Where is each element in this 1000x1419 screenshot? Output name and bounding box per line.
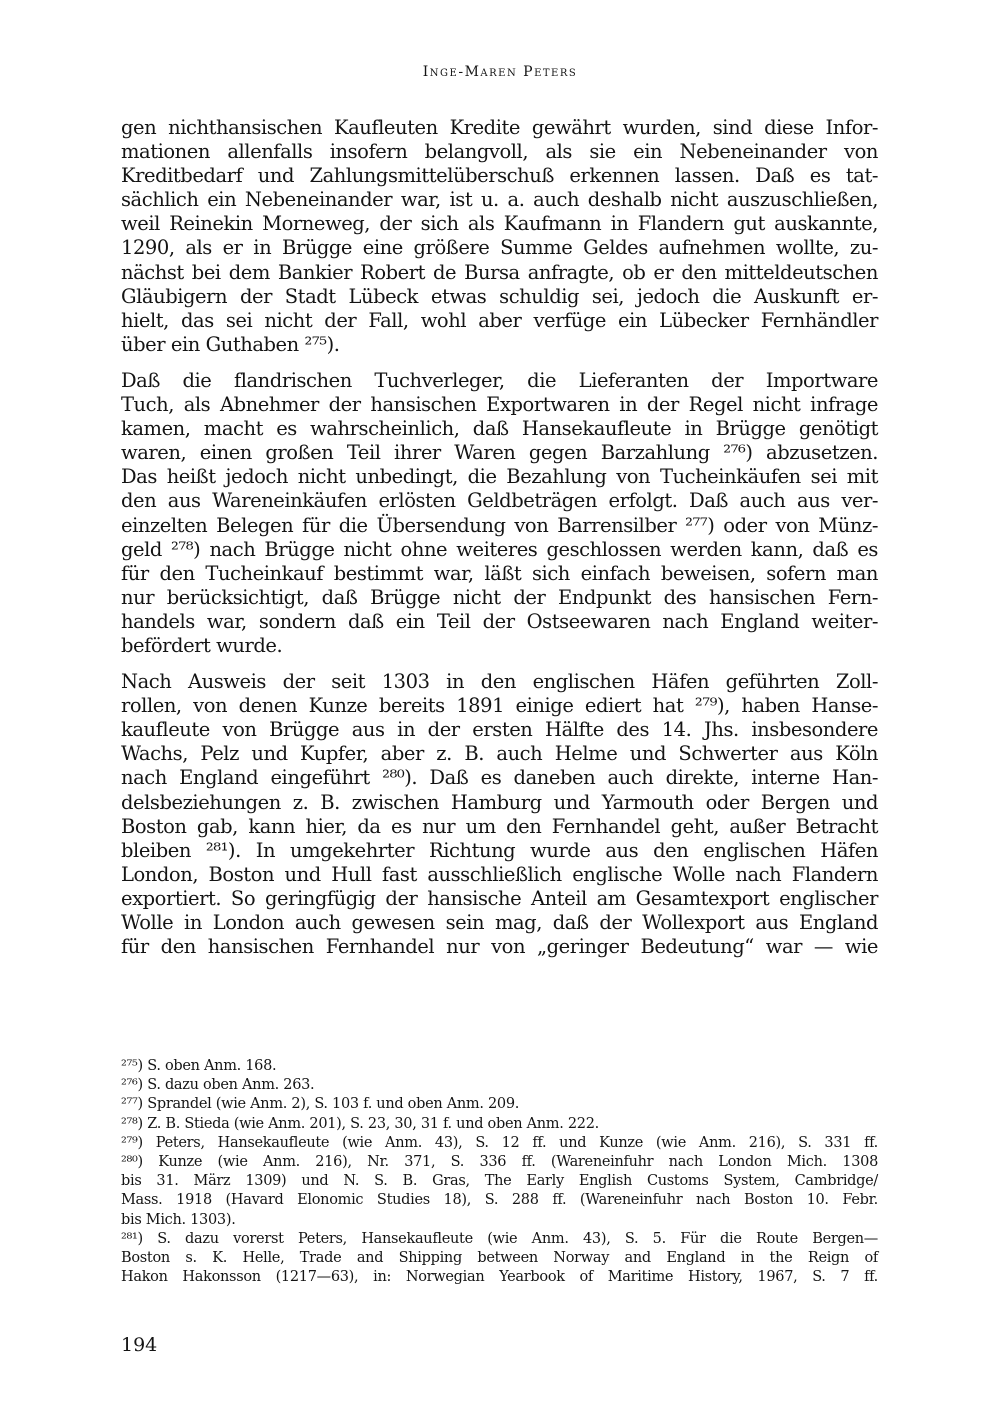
footnotes [121, 1057, 878, 1287]
body-line: Gläubigern der Stadt Lübeck etwas schuldig sei, jedoch die Auskunft er- [121, 284, 878, 308]
footnote-line: ²⁸⁰) Kunze (wie Anm. 216), Nr. 371, S. 336 ff. (Wareneinfuhr nach London Mich. 1308 [121, 1154, 878, 1171]
body-line: gen nichthansischen Kaufleuten Kredite gewährt wurden, sind diese Infor- [121, 116, 878, 139]
body-line: London, Boston und Hull fast ausschließlich englische Wolle nach Flandern [121, 862, 878, 886]
body-line: rollen, von denen Kunze bereits 1891 einige ediert hat ²⁷⁹), haben Hanse- [121, 694, 878, 718]
body-line: über ein Guthaben ²⁷⁵). [121, 332, 340, 356]
body-line: sächlich ein Nebeneinander war, ist u. a. auch deshalb nicht auszuschließen, [121, 188, 878, 212]
footnote-line: bis 31. März 1309) und N. S. B. Gras, The Early English Customs System, Cambridge/ [121, 1173, 878, 1190]
footnote-line: bis Mich. 1303). [121, 1211, 236, 1228]
body-line: kaufleute von Brügge aus in der ersten Hälfte des 14. Jhs. insbesondere [121, 718, 878, 742]
body-line: Nach Ausweis der seit 1303 in den englischen Häfen geführten Zoll- [121, 670, 878, 694]
body-line: waren, einen großen Teil ihrer Waren gegen Barzahlung ²⁷⁶) abzusetzen. [121, 441, 878, 465]
body-line: für den hansischen Fernhandel nur von „geringer Bedeutung“ war — wie [121, 935, 878, 959]
body-line: 1290, als er in Brügge eine größere Summe Geldes aufnehmen wollte, zu- [121, 236, 878, 260]
body-line: kamen, macht es wahrscheinlich, daß Hansekaufleute in Brügge genötigt [121, 417, 878, 441]
body-line: für den Tucheinkauf bestimmt war, läßt sich einfach beweisen, sofern man [121, 561, 878, 585]
body-text [121, 116, 878, 959]
running-head: Inge-Maren Peters [422, 64, 578, 80]
body-line: einzelten Belegen für die Übersendung von Barrensilber ²⁷⁷) oder von Münz- [121, 513, 878, 537]
body-line: nur berücksichtigt, daß Brügge nicht der Endpunkt des hansischen Fern- [121, 585, 878, 609]
footnote-line: ²⁷⁹) Peters, Hansekaufleute (wie Anm. 43), S. 12 ff. und Kunze (wie Anm. 216), S. 331 ff. [121, 1134, 878, 1151]
footnote-line: Hakon Hakonsson (1217—63), in: Norwegian Yearbook of Maritime History, 1967, S. 7 ff. [121, 1269, 878, 1286]
body-line: handels war, sondern daß ein Teil der Ostseewaren nach England weiter- [121, 609, 878, 633]
body-line: Daß die flandrischen Tuchverleger, die Lieferanten der Importware [121, 368, 878, 392]
body-line: Wolle in London auch gewesen sein mag, daß der Wollexport aus England [121, 911, 878, 934]
body-line: Wachs, Pelz und Kupfer, aber z. B. auch Helme und Schwerter aus Köln [121, 742, 878, 766]
body-line: weil Reinekin Morneweg, der sich als Kaufmann in Flandern gut auskannte, [121, 212, 878, 236]
body-line: delsbeziehungen z. B. zwischen Hamburg und Yarmouth oder Bergen und [121, 790, 878, 814]
body-line: nach England eingeführt ²⁸⁰). Daß es daneben auch direkte, interne Han- [121, 766, 878, 790]
body-line: den aus Wareneinkäufen erlösten Geldbeträgen erfolgt. Daß auch aus ver- [121, 489, 878, 513]
body-line: Tuch, als Abnehmer der hansischen Exportwaren in der Regel nicht infrage [121, 393, 878, 417]
body-line: befördert wurde. [121, 633, 283, 657]
footnote-line: ²⁷⁷) Sprandel (wie Anm. 2), S. 103 f. und oben Anm. 209. [121, 1096, 520, 1113]
footnote-line: Mass. 1918 (Havard Elonomic Studies 18), S. 288 ff. (Wareneinfuhr nach Boston 10. Febr. [121, 1192, 878, 1209]
body-line: bleiben ²⁸¹). In umgekehrter Richtung wurde aus den englischen Häfen [121, 838, 878, 862]
footnote-line: Boston s. K. Helle, Trade and Shipping between Norway and England in the Reign of [121, 1250, 878, 1267]
footnote-line: ²⁷⁸) Z. B. Stieda (wie Anm. 201), S. 23, 30, 31 f. und oben Anm. 222. [121, 1115, 599, 1132]
body-line: mationen allenfalls insofern belangvoll, als sie ein Nebeneinander von [121, 140, 878, 164]
body-line: hielt, das sei nicht der Fall, wohl aber verfüge ein Lübecker Fernhändler [121, 308, 878, 332]
body-line: Das heißt jedoch nicht unbedingt, die Bezahlung von Tucheinkäufen sei mit [121, 465, 878, 489]
body-line: exportiert. So geringfügig der hansische Anteil am Gesamtexport englischer [121, 886, 878, 910]
body-line: nächst bei dem Bankier Robert de Bursa anfragte, ob er den mitteldeutschen [121, 260, 878, 284]
footnote-line: ²⁷⁶) S. dazu oben Anm. 263. [121, 1077, 315, 1094]
body-line: geld ²⁷⁸) nach Brügge nicht ohne weiteres geschlossen werden kann, daß es [121, 537, 878, 561]
body-line: Boston gab, kann hier, da es nur um den Fernhandel geht, außer Betracht [121, 814, 878, 838]
page-number: 194 [121, 1334, 158, 1356]
footnote-line: ²⁷⁵) S. oben Anm. 168. [121, 1058, 277, 1074]
body-line: Kreditbedarf und Zahlungsmittelüberschuß erkennen lassen. Daß es tat- [121, 164, 878, 188]
footnote-line: ²⁸¹) S. dazu vorerst Peters, Hansekaufleute (wie Anm. 43), S. 5. Für die Route Bergen— [121, 1230, 878, 1247]
